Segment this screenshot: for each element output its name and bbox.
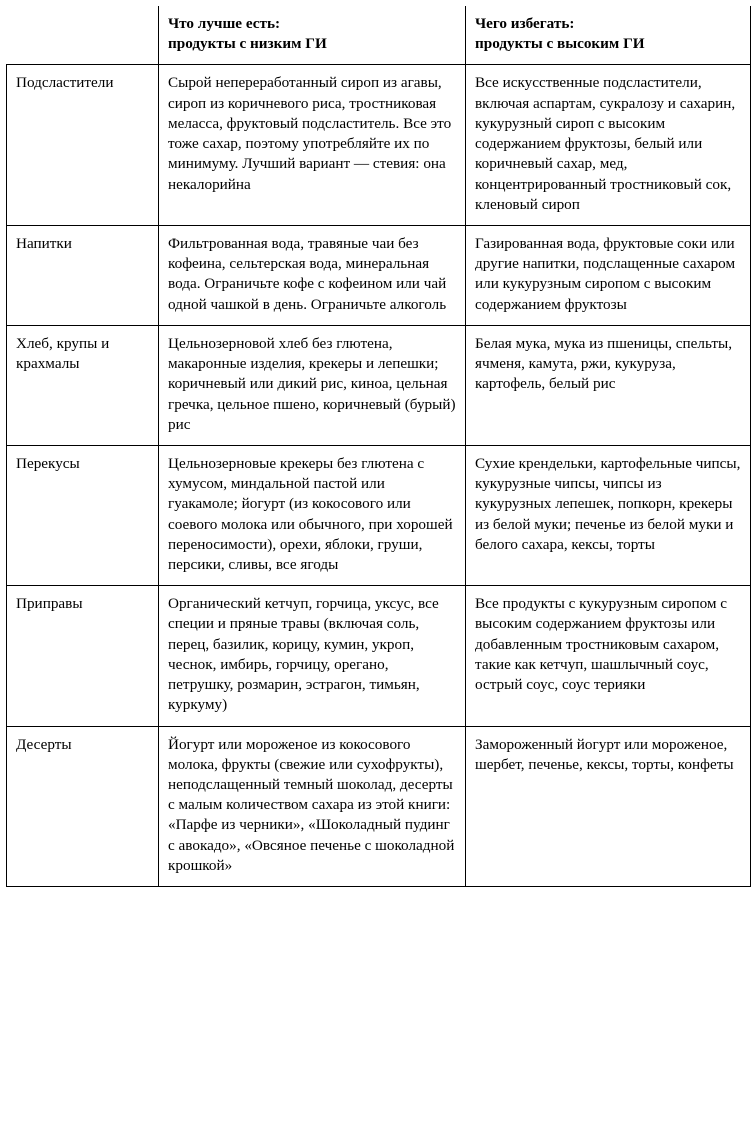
- header-low-gi-line1: Что лучше есть:: [168, 15, 281, 32]
- row-good-foods: Органический кетчуп, горчица, уксус, все специи и пряные травы (включая соль, перец, базилик, корицу, кумин, укроп, чеснок, имбирь, горчицу, орегано, петрушку, розмарин, эстрагон, тимьян, куркуму): [159, 586, 466, 726]
- row-good-foods: Цельнозерновой хлеб без глютена, макаронные изделия, крекеры и лепешки; коричневый или дикий рис, киноа, цельная гречка, цельное пшено, коричневый (бурый) рис: [159, 325, 466, 445]
- table-header-row: [7, 6, 751, 65]
- table-row: [7, 65, 751, 226]
- diet-comparison-table: [6, 6, 751, 887]
- header-high-gi-line2: продукты с высоким ГИ: [475, 35, 645, 53]
- row-bad-foods: Замороженный йогурт или мороженое, шербет, печенье, кексы, торты, конфеты: [466, 726, 751, 887]
- table-row: [7, 445, 751, 585]
- header-cell-empty: [7, 6, 159, 65]
- row-bad-foods: Белая мука, мука из пшеницы, спельты, ячменя, камута, ржи, кукуруза, картофель, белый рис: [466, 325, 751, 445]
- table-row: [7, 586, 751, 726]
- row-category: Подсластители: [7, 65, 159, 226]
- row-good-foods: Фильтрованная вода, травяные чаи без кофеина, сельтерская вода, минеральная вода. Ограничьте кофе с кофеином или чай одной чашкой в день. Ограничьте алкоголь: [159, 225, 466, 325]
- row-good-foods: Сырой непереработанный сироп из агавы, сироп из коричневого риса, тростниковая меласса, фруктовый подсластитель. Все это тоже сахар, поэтому употребляйте их по минимуму. Лучший вариант — стевия: она некалорийна: [159, 65, 466, 226]
- table-header: [7, 6, 751, 65]
- row-category: Десерты: [7, 726, 159, 887]
- table-body: [7, 65, 751, 887]
- row-bad-foods: Сухие крендельки, картофельные чипсы, кукурузные чипсы, чипсы из кукурузных лепешек, попкорн, крекеры из белой муки; печенье из белой муки и белого сахара, кексы, торты: [466, 445, 751, 585]
- table-row: [7, 726, 751, 887]
- table-row: [7, 225, 751, 325]
- row-good-foods: Йогурт или мороженое из кокосового молока, фрукты (свежие или сухофрукты), неподслащенный темный шоколад, десерты с малым количеством сахара из этой книги: «Парфе из черники», «Шоколадный пудинг с авокадо», «Овсяное печенье с шоколадной крошкой»: [159, 726, 466, 887]
- row-good-foods: Цельнозерновые крекеры без глютена с хумусом, миндальной пастой или гуакамоле; йогурт (из кокосового или соевого молока или обычного, при хорошей переносимости), орехи, яблоки, груши, персики, сливы, все ягоды: [159, 445, 466, 585]
- row-bad-foods: Газированная вода, фруктовые соки или другие напитки, подслащенные сахаром или кукурузным сиропом с высоким содержанием фруктозы: [466, 225, 751, 325]
- header-high-gi-line1: Чего избегать:: [475, 15, 575, 32]
- row-bad-foods: Все продукты с кукурузным сиропом с высоким содержанием фруктозы или добавленным тростниковым сахаром, такие как кетчуп, шашлычный соус, острый соус, соус терияки: [466, 586, 751, 726]
- row-category: Хлеб, крупы и крахмалы: [7, 325, 159, 445]
- row-category: Перекусы: [7, 445, 159, 585]
- table-row: [7, 325, 751, 445]
- row-category: Приправы: [7, 586, 159, 726]
- header-cell-high-gi: [466, 6, 751, 65]
- header-low-gi-line2: продукты с низким ГИ: [168, 35, 327, 53]
- row-bad-foods: Все искусственные подсластители, включая аспартам, сукралозу и сахарин, кукурузный сироп с высоким содержанием фруктозы, белый или коричневый сахар, мед, концентрированный тростниковый сок, кленовый сироп: [466, 65, 751, 226]
- header-cell-low-gi: [159, 6, 466, 65]
- row-category: Напитки: [7, 225, 159, 325]
